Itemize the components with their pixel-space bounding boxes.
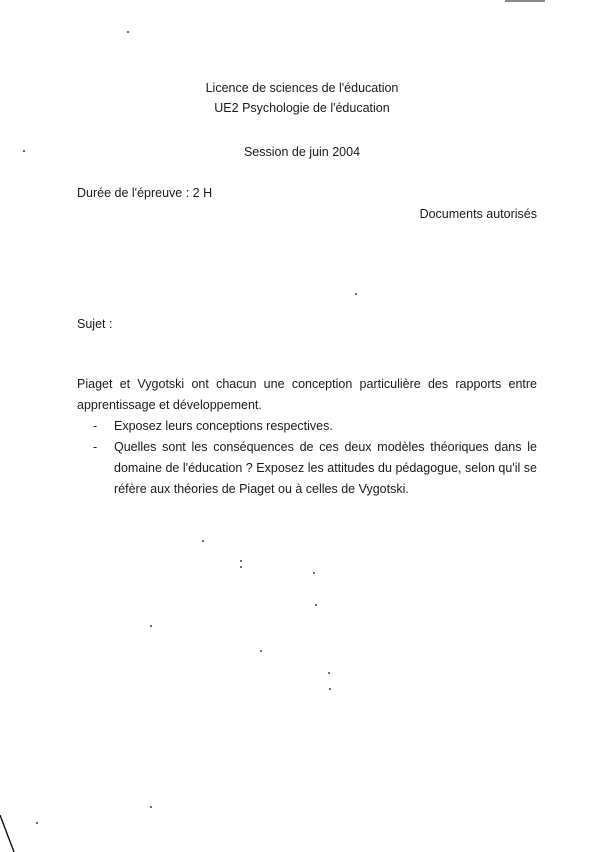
top-edge-mark [505, 0, 545, 2]
scan-speck [150, 806, 152, 808]
session-date: Session de juin 2004 [243, 145, 361, 159]
course-title: Licence de sciences de l'éducation [205, 81, 399, 95]
question-list [93, 416, 537, 500]
scan-speck [36, 822, 38, 824]
scan-speck [313, 572, 315, 574]
scan-speck [329, 688, 331, 690]
documents-allowed: Documents autorisés [419, 207, 537, 221]
scan-speck [328, 672, 330, 674]
subject-label: Sujet : [77, 317, 113, 331]
scan-speck [355, 293, 357, 295]
scan-speck [23, 150, 25, 152]
question-item: - Quelles sont les conséquences de ces deux modèles théoriques dans le domaine de l'éducation ? Exposez les attitudes du pédagogue, selon qu'il se réfère aux théories de Piaget ou à celles de Vygotski. [93, 437, 537, 500]
scan-speck [150, 625, 152, 627]
exam-duration: Durée de l'épreuve : 2 H [77, 186, 213, 200]
scan-speck [240, 560, 242, 562]
scan-speck [315, 604, 317, 606]
question-item: - Exposez leurs conceptions respectives. [93, 416, 537, 437]
scan-corner-mark [0, 815, 20, 852]
course-unit: UE2 Psychologie de l'éducation [214, 101, 390, 115]
scan-speck [260, 650, 262, 652]
subject-intro: Piaget et Vygotski ont chacun une conception particulière des rapports entre apprentissage et développement. [77, 377, 537, 412]
scan-speck [240, 566, 242, 568]
scan-speck [127, 31, 129, 33]
scan-speck [202, 540, 204, 542]
